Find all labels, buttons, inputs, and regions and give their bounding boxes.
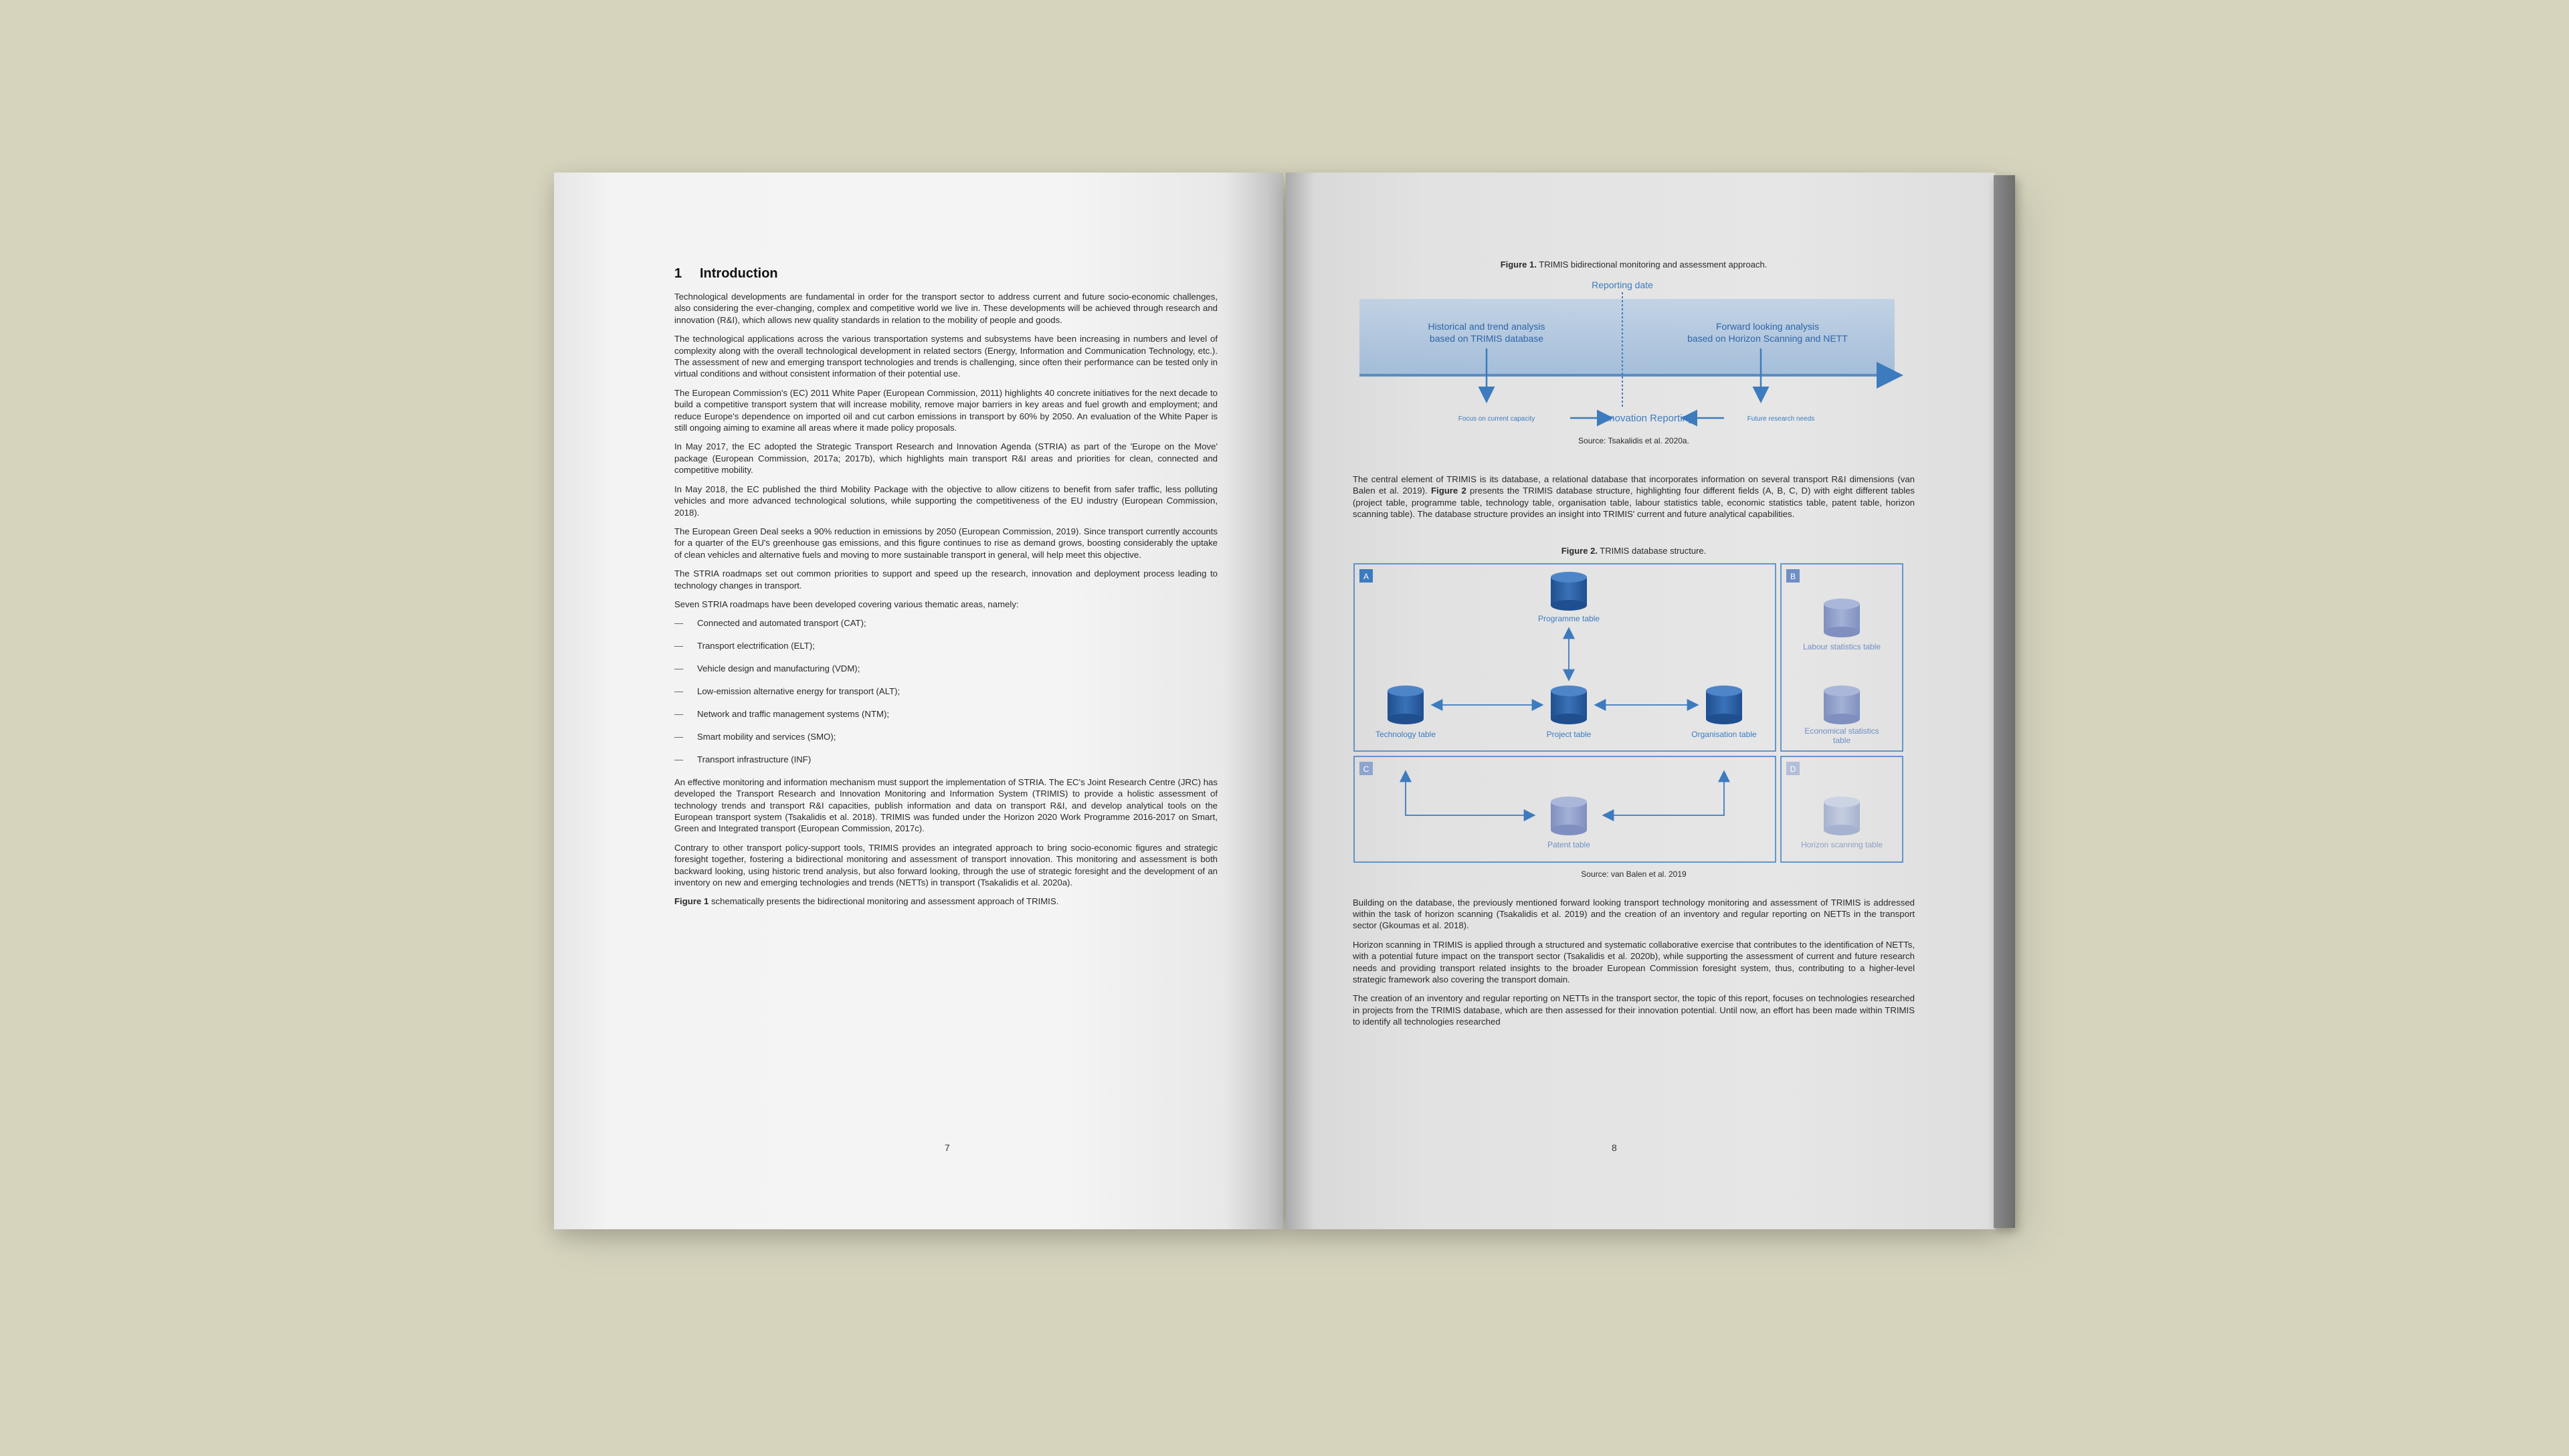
historical-analysis-line-2: based on TRIMIS database	[1429, 333, 1544, 344]
list-item	[674, 708, 1218, 720]
figure-1-diagram	[1353, 276, 1915, 430]
paragraph: An effective monitoring and information mechanism must support the implementation of STRIA. The EC's Joint Research Centre (JRC) has developed the Transport Research and Innovation Monitoring and Information System (TRIMIS) to provide a holistic assessment of technology trends and transport R&I capacities, publish information and data on transport R&I, and develop analytical tools on the European transport system (Tsakalidis et al. 2018). TRIMIS was funded under the Horizon 2020 Work Programme 2016-2017 on Smart, Green and Integrated transport (European Commission, 2017c).	[674, 776, 1218, 834]
paragraph: The creation of an inventory and regular reporting on NETTs in the transport sector, the topic of this report, focuses on technologies researched in projects from the TRIMIS database, which are then assessed for their innovation potential. Until now, an effort has been made within TRIMIS to identify all technologies researched	[1353, 993, 1915, 1027]
list-item-text: Transport electrification (ELT);	[697, 641, 815, 651]
programme-table-label: Programme table	[1537, 613, 1600, 623]
bullet-dash: —	[674, 708, 684, 719]
horizon-scanning-table-label: Horizon scanning table	[1800, 839, 1883, 849]
roadmap-list	[674, 617, 1218, 765]
economical-statistics-table-label-1: Economical statistics	[1804, 726, 1879, 736]
programme-table-icon	[1551, 572, 1587, 611]
list-item-text: Connected and automated transport (CAT);	[697, 618, 866, 629]
paragraph: In May 2017, the EC adopted the Strategic Transport Research and Innovation Agenda (STRIA) as part of the 'Europe on the Move' package (European Commission, 2017a; 2017b), which highlights main transport R&I areas and priorities for clean, connected and competitive mobility.	[674, 441, 1218, 476]
list-item-text: Smart mobility and services (SMO);	[697, 731, 836, 742]
list-item-text: Vehicle design and manufacturing (VDM);	[697, 663, 860, 674]
organisation-table-icon	[1706, 686, 1742, 724]
figure-1-label: Figure 1.	[1500, 259, 1537, 270]
project-table-icon	[1551, 686, 1587, 724]
figure-2-title: TRIMIS database structure.	[1597, 545, 1707, 556]
figure-2-caption	[1353, 546, 1915, 556]
left-page	[554, 173, 1283, 1229]
technology-table-label: Technology table	[1375, 729, 1436, 739]
organisation-patent-link	[1604, 772, 1724, 815]
field-c-label: C	[1363, 764, 1369, 774]
paragraph: The European Green Deal seeks a 90% reduction in emissions by 2050 (European Commission, 2019). Since transport currently accounts for a quarter of the EU's greenhouse gas emissions, and this figure continues to rise as demand grows, boosting considerably the uptake of clean vehicles and alternative fuels and moving to more sustainable transport in general, will help meet this objective.	[674, 526, 1218, 560]
list-item	[674, 686, 1218, 697]
list-item	[674, 754, 1218, 765]
list-item-text: Network and traffic management systems (NTM);	[697, 708, 890, 719]
field-d-label: D	[1790, 764, 1796, 774]
horizon-scanning-table-icon	[1824, 797, 1860, 835]
section-heading	[674, 266, 1218, 282]
list-item	[674, 731, 1218, 742]
figure-reference: Figure 1	[674, 896, 709, 907]
figure-1-title: TRIMIS bidirectional monitoring and assessment approach.	[1536, 259, 1768, 270]
list-item-text: Low-emission alternative energy for transport (ALT);	[697, 686, 900, 697]
labour-statistics-table-icon	[1824, 599, 1860, 637]
forward-analysis-line-1: Forward looking analysis	[1715, 321, 1820, 332]
field-a-label: A	[1363, 571, 1369, 581]
technology-patent-link	[1406, 772, 1533, 815]
paragraph: Seven STRIA roadmaps have been developed covering various thematic areas, namely:	[674, 599, 1019, 609]
field-b-label: B	[1790, 571, 1796, 581]
paragraph: Contrary to other transport policy-support tools, TRIMIS provides an integrated approach to bring socio-economic figures and strategic foresight together, fostering a bidirectional monitoring and assessment of transport innovation. This monitoring and assessment is both backward looking, using historic trend analysis, but also forward looking, through the use of strategic foresight and the development of an inventory on new and emerging technologies and trends (NETTs) in transport (Tsakalidis et al. 2020a).	[674, 842, 1218, 888]
economical-statistics-table-icon	[1824, 686, 1860, 724]
economical-statistics-table-label-2: table	[1832, 735, 1851, 745]
figure-1-caption	[1353, 259, 1915, 270]
figure-2-label: Figure 2.	[1561, 545, 1598, 556]
paragraph-text: presents the TRIMIS database structure, highlighting four different fields (A, B, C, D) with eight different tables (project table, programme table, technology table, organisation table, labour statistics table, economic statistics table, patent table, horizon scanning table). The database structure provides an insight into TRIMIS' current and future analytical capabilities.	[1353, 486, 1915, 520]
paragraph: Building on the database, the previously mentioned forward looking transport technology monitoring and assessment of TRIMIS is addressed within the task of horizon scanning (Tsakalidis et al. 2019) and the creation of an inventory and regular reporting on NETTs in the transport sector (Gkoumas et al. 2018).	[1353, 897, 1915, 931]
innovation-reporting: Innovation Reporting	[1600, 413, 1694, 424]
historical-analysis-line-1: Historical and trend analysis	[1428, 321, 1545, 332]
figure-1-source: Source: Tsakalidis et al. 2020a.	[1578, 436, 1689, 445]
bullet-dash: —	[674, 663, 684, 674]
list-item-text: Transport infrastructure (INF)	[697, 754, 812, 764]
paragraph: Technological developments are fundamental in order for the transport sector to address current and future socio-economic challenges, also considering the ever-changing, complex and competitive world we live in. These developments will be achieved through research and innovation (R&I), which allows new quality standards in relation to the mobility of people and goods.	[674, 292, 1218, 325]
figure-2-diagram	[1353, 562, 1915, 863]
paragraph: The European Commission's (EC) 2011 White Paper (European Commission, 2011) highlights 40 concrete initiatives for the next decade to build a competitive transport system that will increase mobility, remove major barriers in key areas and fuel growth and employment; and reduce Europe's dependence on imported oil and cut carbon emissions in transport by 60% by 2050. An evaluation of the White Paper is still ongoing aiming to examine all areas where it made policy proposals.	[674, 387, 1218, 433]
list-item	[674, 663, 1218, 674]
section-title: Introduction	[700, 266, 778, 281]
page-number: 8	[1612, 1142, 1617, 1153]
bullet-dash: —	[674, 641, 684, 651]
figure-reference: Figure 2	[1430, 486, 1466, 496]
bullet-dash: —	[674, 754, 684, 764]
paragraph-text: schematically presents the bidirectional monitoring and assessment approach of TRIMIS.	[708, 896, 1059, 907]
list-item	[674, 617, 1218, 629]
bullet-dash: —	[674, 731, 684, 742]
paragraph-text: The central element of TRIMIS is its database, a relational database that incorporates information on several transport R&I dimensions (van Balen et al. 2019).	[1353, 474, 1915, 496]
future-research-needs: Future research needs	[1747, 415, 1815, 423]
paragraph: The technological applications across the various transportation systems and subsystems have been increasing in numbers and level of complexity along with the overall technological development in related sectors (Energy, Information and Communication Technology, etc.). The assessment of new and emerging transport technologies and trends is challenging, since often their performance can be tested only in virtual conditions and without consistent information of their potential use.	[674, 334, 1218, 379]
figure-2-source: Source: van Balen et al. 2019	[1581, 869, 1687, 879]
figure-2	[1353, 562, 1915, 877]
paragraph: Horizon scanning in TRIMIS is applied through a structured and systematic collaborative exercise that contributes to the identification of NETTs, with a potential future impact on the transport sector (Tsakalidis et al. 2020b), while supporting the assessment of current and future research needs and providing transport related insights to the broader European Commission foresight system, thus, contributing to a higher-level strategic framework also covering the transport domain.	[1353, 939, 1915, 985]
right-page-content	[1353, 259, 1915, 1035]
section-number: 1	[674, 266, 682, 281]
project-table-label: Project table	[1546, 729, 1592, 739]
organisation-table-label: Organisation table	[1691, 729, 1757, 739]
bullet-dash: —	[674, 618, 684, 629]
list-item	[674, 640, 1218, 651]
labour-statistics-table-label: Labour statistics table	[1802, 641, 1881, 651]
patent-table-icon	[1551, 797, 1587, 835]
right-page	[1286, 173, 1995, 1229]
bullet-dash: —	[674, 686, 684, 697]
paragraph	[674, 896, 1218, 907]
paragraph: The STRIA roadmaps set out common priorities to support and speed up the research, innovation and deployment process leading to technology changes in transport.	[674, 568, 1218, 591]
patent-table-label: Patent table	[1547, 839, 1591, 849]
forward-analysis-line-2: based on Horizon Scanning and NETT	[1687, 333, 1848, 344]
paragraph: In May 2018, the EC published the third Mobility Package with the objective to allow citizens to benefit from safer traffic, less polluting vehicles and more advanced technological solutions, while supporting the competitiveness of the EU industry (European Commission, 2018).	[674, 484, 1218, 518]
technology-table-icon	[1388, 686, 1424, 724]
paragraph	[1353, 474, 1915, 520]
page-number: 7	[945, 1142, 950, 1153]
focus-current-capacity: Focus on current capacity	[1458, 415, 1535, 423]
reporting-date-label: Reporting date	[1592, 280, 1653, 290]
book-edge	[1994, 175, 2015, 1228]
left-page-content	[674, 266, 1218, 915]
figure-1	[1353, 276, 1915, 447]
